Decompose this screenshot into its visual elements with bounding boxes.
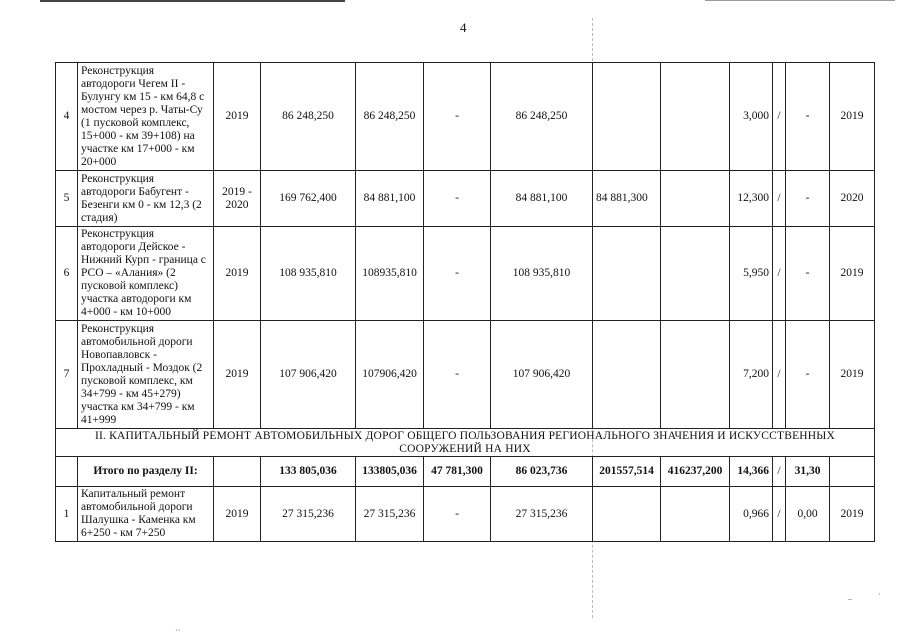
year-end-cell: 2019 <box>830 487 875 542</box>
slash-cell: / <box>773 487 786 542</box>
value-cell: 84 881,300 <box>593 171 661 227</box>
table-row <box>56 171 875 227</box>
year-cell: 2019 <box>214 63 261 171</box>
slash-cell: / <box>773 227 786 321</box>
year-end-cell: 2019 <box>830 227 875 321</box>
length-cell: 5,950 <box>730 227 773 321</box>
row-number: 6 <box>56 227 78 321</box>
value-cell: 84 881,100 <box>491 171 593 227</box>
total-value: 31,30 <box>786 457 830 487</box>
year-cell: 2019 <box>214 487 261 542</box>
page-number: 4 <box>460 20 467 35</box>
total-value: 416237,200 <box>661 457 730 487</box>
value-cell <box>593 63 661 171</box>
value-cell: 27 315,236 <box>261 487 356 542</box>
scan-speck: – <box>848 594 852 603</box>
length-cell: 3,000 <box>730 63 773 171</box>
value-cell: 84 881,100 <box>356 171 424 227</box>
value-cell: 107 906,420 <box>261 321 356 429</box>
year-end-cell: 2019 <box>830 63 875 171</box>
value-cell: - <box>424 321 491 429</box>
year-cell: 2019 - 2020 <box>214 171 261 227</box>
total-value: 201557,514 <box>593 457 661 487</box>
value-cell: 108 935,810 <box>261 227 356 321</box>
object-description: Реконструкция автодороги Чегем II - Булунгу км 15 - км 64,8 с мостом через р. Чаты-Су (1 пусковой комплекс, 15+000 - км 39+108) на участке км 17+000 - км 20+000 <box>78 63 214 171</box>
length-cell: 12,300 <box>730 171 773 227</box>
value-cell: 108935,810 <box>356 227 424 321</box>
road-works-table <box>55 62 875 542</box>
year-end-cell: 2019 <box>830 321 875 429</box>
total-length: 14,366 <box>730 457 773 487</box>
section-header-row <box>56 429 875 457</box>
value-cell: 107906,420 <box>356 321 424 429</box>
empty-cell <box>830 457 875 487</box>
scan-speck: ·· <box>175 626 181 635</box>
length-cell: 7,200 <box>730 321 773 429</box>
value-cell: 27 315,236 <box>491 487 593 542</box>
value-cell <box>661 487 730 542</box>
top-rule-right <box>705 0 895 1</box>
value-cell <box>661 321 730 429</box>
slash-cell: / <box>773 63 786 171</box>
value-cell: - <box>786 63 830 171</box>
value-cell: - <box>424 227 491 321</box>
table-row <box>56 63 875 171</box>
year-cell: 2019 <box>214 227 261 321</box>
empty-cell <box>214 457 261 487</box>
value-cell: - <box>424 487 491 542</box>
value-cell: - <box>424 63 491 171</box>
value-cell: - <box>786 227 830 321</box>
value-cell <box>661 171 730 227</box>
value-cell: 108 935,810 <box>491 227 593 321</box>
total-value: 47 781,300 <box>424 457 491 487</box>
section-title: II. КАПИТАЛЬНЫЙ РЕМОНТ АВТОМОБИЛЬНЫХ ДОРОГ ОБЩЕГО ПОЛЬЗОВАНИЯ РЕГИОНАЛЬНОГО ЗНАЧЕНИЯ И ИСКУССТВЕННЫХ СООРУЖЕНИЙ НА НИХ <box>56 429 875 457</box>
row-number: 1 <box>56 487 78 542</box>
slash-cell: / <box>773 321 786 429</box>
table-row <box>56 227 875 321</box>
value-cell: 27 315,236 <box>356 487 424 542</box>
total-label: Итого по разделу II: <box>78 457 214 487</box>
year-end-cell: 2020 <box>830 171 875 227</box>
value-cell: 107 906,420 <box>491 321 593 429</box>
empty-cell <box>56 457 78 487</box>
total-row <box>56 457 875 487</box>
value-cell <box>593 487 661 542</box>
total-value: 86 023,736 <box>491 457 593 487</box>
value-cell <box>661 227 730 321</box>
row-number: 4 <box>56 63 78 171</box>
value-cell: 86 248,250 <box>356 63 424 171</box>
row-number: 7 <box>56 321 78 429</box>
value-cell: 86 248,250 <box>491 63 593 171</box>
top-rule <box>40 0 345 2</box>
value-cell <box>661 63 730 171</box>
row-number: 5 <box>56 171 78 227</box>
slash-cell: / <box>773 171 786 227</box>
value-cell <box>593 321 661 429</box>
value-cell: 0,00 <box>786 487 830 542</box>
total-value: 133805,036 <box>356 457 424 487</box>
value-cell: - <box>786 171 830 227</box>
slash-cell: / <box>773 457 786 487</box>
length-cell: 0,966 <box>730 487 773 542</box>
scan-speck: · <box>878 590 881 599</box>
object-description: Реконструкция автодороги Дейское - Нижний Курп - граница с РСО – «Алания» (2 пусковой комплекс) участка автодороги км 4+000 - км 10+000 <box>78 227 214 321</box>
value-cell <box>593 227 661 321</box>
value-cell: - <box>786 321 830 429</box>
value-cell: 86 248,250 <box>261 63 356 171</box>
object-description: Капитальный ремонт автомобильной дороги Шалушка - Каменка км 6+250 - км 7+250 <box>78 487 214 542</box>
table-row <box>56 321 875 429</box>
object-description: Реконструкция автомобильной дороги Новопавловск - Прохладный - Моздок (2 пусковой комплекс, км 34+799 - км 45+279) участка км 34+799 - км 41+999 <box>78 321 214 429</box>
value-cell: 169 762,400 <box>261 171 356 227</box>
year-cell: 2019 <box>214 321 261 429</box>
object-description: Реконструкция автодороги Бабугент - Безенги км 0 - км 12,3 (2 стадия) <box>78 171 214 227</box>
total-value: 133 805,036 <box>261 457 356 487</box>
table-row <box>56 487 875 542</box>
value-cell: - <box>424 171 491 227</box>
